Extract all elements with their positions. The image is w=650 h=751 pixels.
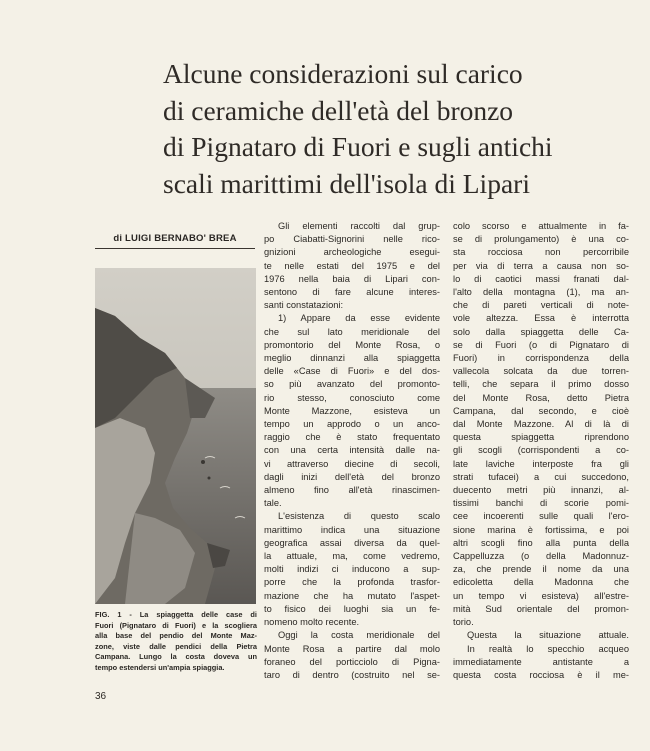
text-line: tale. — [264, 498, 282, 509]
text-line: questa spiaggetta riprendono — [453, 432, 629, 443]
text-line: santi constatazioni: — [264, 300, 344, 311]
article-title — [163, 56, 633, 202]
text-line: che sul lato meridionale del — [264, 326, 440, 337]
caption-line: alla base del pendio del Monte Maz- — [95, 631, 257, 641]
text-line: lo di caotici massi franati dal- — [453, 273, 629, 284]
text-line: che di pareti verticali di note- — [453, 300, 629, 311]
text-line: po Ciabatti-Signorini nelle rico- — [264, 234, 440, 245]
text-line: late laviche interposte fra gli — [453, 458, 629, 469]
text-line: sta rocciosa non percorribile — [453, 247, 629, 258]
text-line: so più avanzato del promonto- — [264, 379, 440, 390]
text-line: vallecola solcata da due torren- — [453, 366, 629, 377]
text-line: gli scogli (corrispondenti a co- — [453, 445, 629, 456]
text-line: nomeno molto recente. — [264, 617, 360, 628]
text-line: mità Sud orientale del promon- — [453, 603, 629, 614]
text-line: mazione che ha mutato l'aspet- — [264, 590, 440, 601]
coastline-photograph — [95, 268, 256, 604]
text-line: per via di terra a causa non so- — [453, 260, 629, 271]
caption-line: tempo estendersi un'ampia spiaggia. — [95, 662, 225, 672]
text-line: taro di dentro (costruito nel se- — [264, 669, 440, 680]
text-line: molti indizi ci inducono a sup- — [264, 564, 440, 575]
text-line: tissimi banchi di scorie pomi- — [453, 498, 629, 509]
body-column-2 — [453, 220, 629, 682]
text-line: In realtà lo specchio acqueo — [467, 643, 629, 654]
text-line: rio stesso, conosciuto come — [264, 392, 440, 403]
text-line: porre che la profonda trasfor- — [264, 577, 440, 588]
text-line: dagli inizi dell'età del bronzo — [264, 471, 440, 482]
text-line: 1) Appare da esse evidente — [278, 313, 440, 324]
text-line: raggio che è stato frequentato — [264, 432, 440, 443]
text-line: se di prolungamento) è una co- — [453, 234, 629, 245]
text-line: gnizioni archeologiche esegui- — [264, 247, 440, 258]
text-line: strati tufacei) a cui succedono, — [453, 471, 629, 482]
text-line: l'alto della montagna (1), ma an- — [453, 287, 629, 298]
text-line: con una certa intensità dalle na- — [264, 445, 440, 456]
title-line: di ceramiche dell'età del bronzo — [163, 94, 514, 126]
title-line: Alcune considerazioni sul carico — [163, 58, 523, 89]
text-line: se di Fuori (o di Pignataro di — [453, 339, 629, 350]
text-line: Gli elementi raccolti dal grup- — [278, 221, 440, 231]
text-line: Cappelluzza (o della Madonnuz- — [453, 551, 629, 562]
page-number: 36 — [95, 691, 107, 702]
text-line: Monte Rosa a partire dal molo — [264, 643, 440, 654]
text-line: te nelle estati del 1975 e del — [264, 260, 440, 271]
text-line: un tempo vi esisteva) all'estre- — [453, 590, 629, 601]
text-line: edicoletta della Madonna che — [453, 577, 629, 588]
text-line: Questa la situazione attuale. — [467, 630, 629, 641]
text-line: to fisico dei luoghi sia un fe- — [264, 603, 440, 614]
text-line: la attuale, ma, come vedremo, — [264, 551, 440, 562]
text-line: immediatamente antistante a — [453, 656, 629, 667]
text-line: del Monte Rosa, detto Pietra — [453, 392, 629, 403]
text-line: colo scorso e attualmente in fa- — [453, 221, 629, 231]
text-line: 1976 nella baia di Lipari con- — [264, 273, 440, 284]
caption-line: Campana. Lungo la costa doveva un — [95, 652, 257, 662]
text-line: Fuori) in corrispondenza della — [453, 353, 629, 364]
caption-line: FIG. 1 - La spiaggetta delle case di — [95, 610, 257, 619]
text-line: za, che prende il nome da una — [453, 564, 629, 575]
text-line: duecento metri più innanzi, al- — [453, 485, 629, 496]
text-line: dal Monte Mazzone. Al di là di — [453, 419, 629, 430]
text-line: marittimo indica una situazione — [264, 524, 440, 535]
text-line: sentono di fare alcune interes- — [264, 287, 440, 298]
author-byline: di LUIGI BERNABO' BREA — [95, 233, 255, 249]
text-line: vi attraverso diecine di secoli, — [264, 458, 440, 469]
text-line: delle «Case di Fuori» e del dos- — [264, 366, 440, 377]
title-line: scali marittimi dell'isola di Lipari — [163, 167, 530, 199]
text-line: sione marina è fortissima, e poi — [453, 524, 629, 535]
text-line: tempo un approdo o un anco- — [264, 419, 440, 430]
text-line: foraneo del porticciolo di Pigna- — [264, 656, 440, 667]
text-line: questa costa rocciosa è il me- — [453, 669, 629, 680]
text-line: torio. — [453, 617, 474, 628]
text-line: geografica assai diversa da quel- — [264, 537, 440, 548]
text-line: Monte Mazzone, esisteva un — [264, 405, 440, 416]
text-line: solo dalla spiaggetta delle Ca- — [453, 326, 629, 337]
figure-caption — [95, 610, 257, 674]
text-line: Campana, dal secondo, e cioè — [453, 405, 629, 416]
text-line: cee incoerenti sulle quali l'ero- — [453, 511, 629, 522]
text-line: L'esistenza di questo scalo — [278, 511, 440, 522]
text-line: Oggi la costa meridionale del — [278, 630, 440, 641]
text-line: almeno fino all'età rinascimen- — [264, 485, 440, 496]
body-column-1 — [264, 220, 440, 682]
text-line: vole altezza. Essa è interrotta — [453, 313, 629, 324]
text-line: promontorio del Monte Rosa, o — [264, 339, 440, 350]
text-line: altri scogli fino alla punta della — [453, 537, 629, 548]
caption-line: zone, viste dalle pendici della Pietra — [95, 641, 257, 651]
title-line: di Pignataro di Fuori e sugli antichi — [163, 131, 553, 162]
caption-line: Fuori (Pignataro di Fuori) e la scogliera — [95, 620, 257, 630]
text-line: meglio dinnanzi alla spiaggetta — [264, 353, 440, 364]
text-line: telli, che separa il primo dosso — [453, 379, 629, 390]
